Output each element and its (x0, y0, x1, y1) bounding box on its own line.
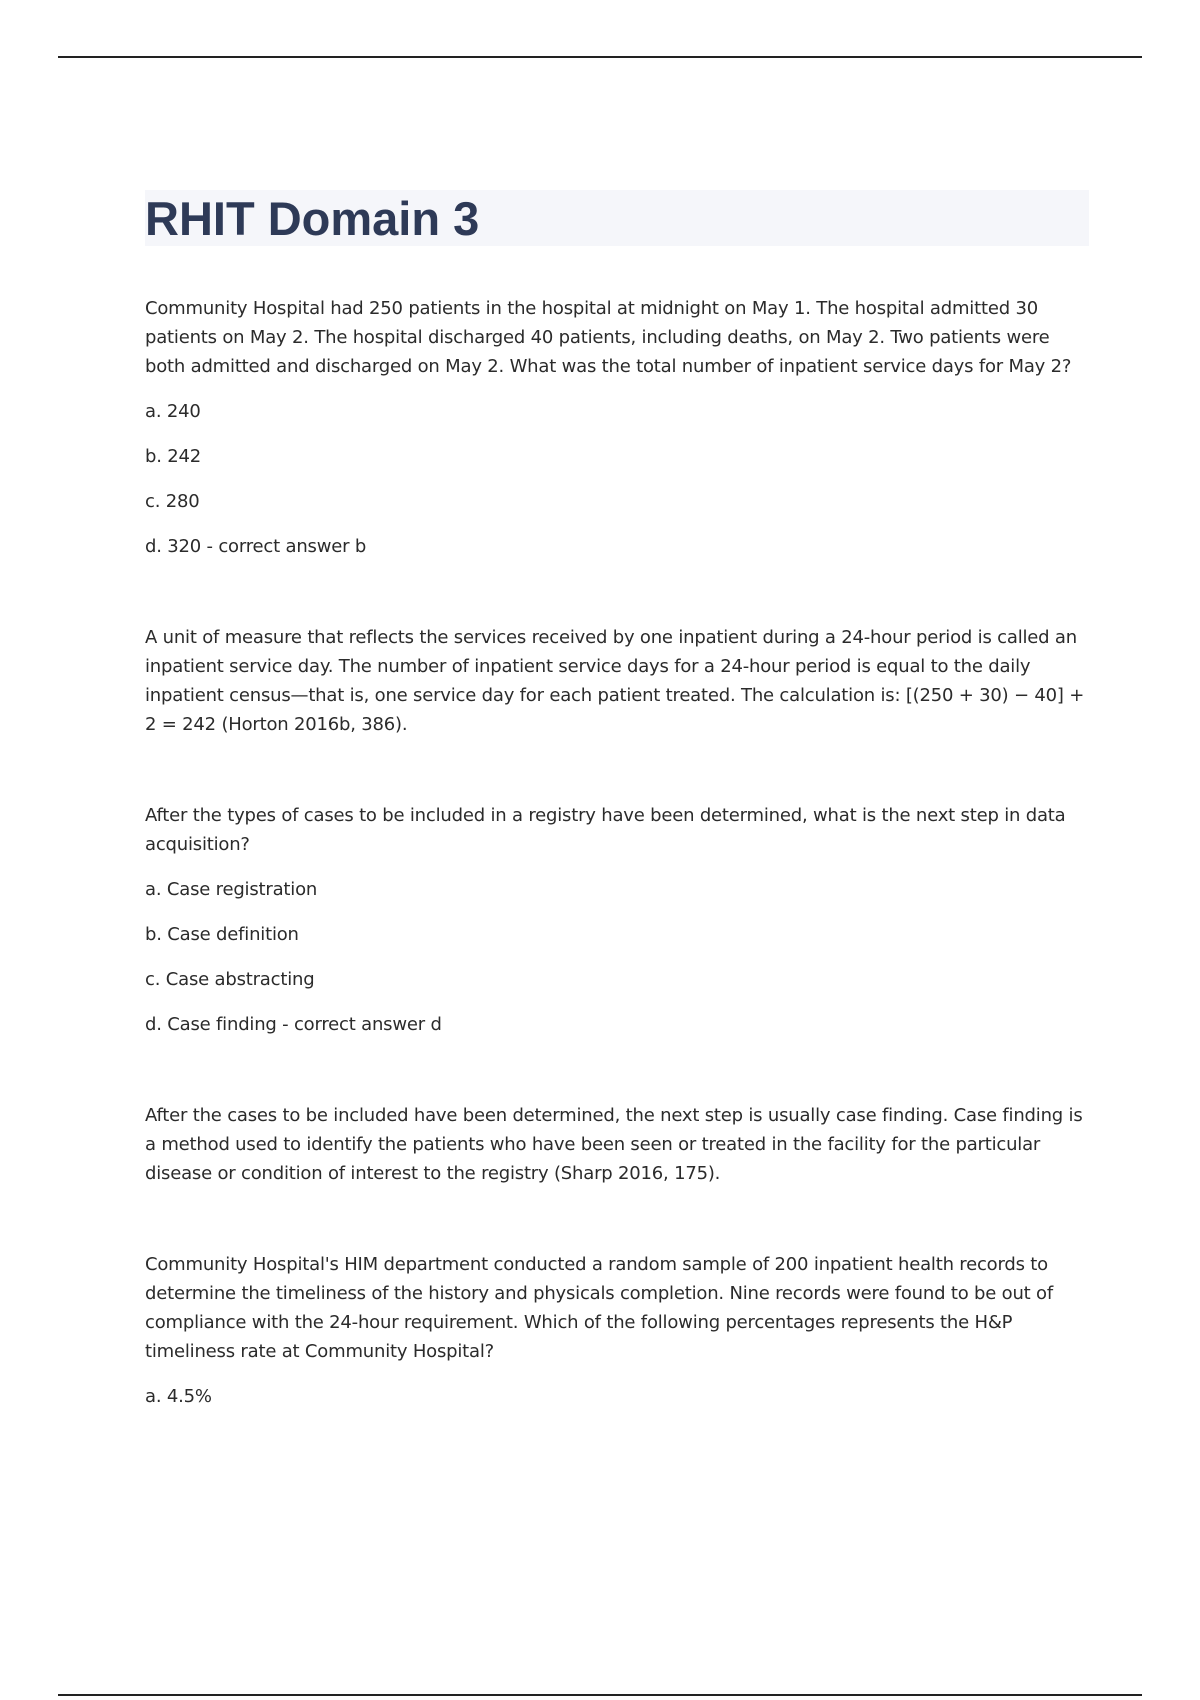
answer-option: a. 4.5% (145, 1386, 212, 1407)
answer-option: a. 240 (145, 401, 201, 422)
top-rule (58, 56, 1142, 58)
answer-option: b. 242 (145, 446, 202, 467)
explanation-text: A unit of measure that reflects the services received by one inpatient during a 24-hour period is called an inpatient service day. The number of inpatient service days for a 24-hour period is equal to the daily inpatient census—that is, one service day for each patient treated. The calculation is: [(250 + 30) − 40] + 2 = 242 (Horton 2016b, 386). (145, 627, 1085, 735)
question-block-2 (145, 801, 1089, 1188)
answer-option: c. 280 (145, 491, 200, 512)
question-block-1 (145, 294, 1089, 739)
question-text: Community Hospital had 250 patients in the hospital at midnight on May 1. The hospital admitted 30 patients on May 2. The hospital discharged 40 patients, including deaths, on May 2. Two patients were both admitted and discharged on May 2. What was the total number of inpatient service days for May 2? (145, 298, 1072, 377)
answer-option: a. Case registration (145, 879, 318, 900)
question-block-3 (145, 1250, 1089, 1411)
title-band (145, 190, 1089, 246)
answer-option: d. 320 - correct answer b (145, 536, 367, 557)
question-text: After the types of cases to be included in a registry have been determined, what is the next step in data acquisition? (145, 805, 1066, 855)
document-title: RHIT Domain 3 (145, 191, 480, 245)
answer-option: c. Case abstracting (145, 969, 315, 990)
answer-option: b. Case definition (145, 924, 299, 945)
document-body (145, 190, 1089, 1411)
explanation-text: After the cases to be included have been determined, the next step is usually case finding. Case finding is a method used to identify the patients who have been seen or treated in the facility for the particular disease or condition of interest to the registry (Sharp 2016, 175). (145, 1105, 1083, 1184)
answer-option: d. Case finding - correct answer d (145, 1014, 442, 1035)
question-text: Community Hospital's HIM department conducted a random sample of 200 inpatient health records to determine the timeliness of the history and physicals completion. Nine records were found to be out of compliance with the 24-hour requirement. Which of the following percentages represents the H&P timeliness rate at Community Hospital? (145, 1254, 1053, 1362)
bottom-rule (58, 1694, 1142, 1696)
